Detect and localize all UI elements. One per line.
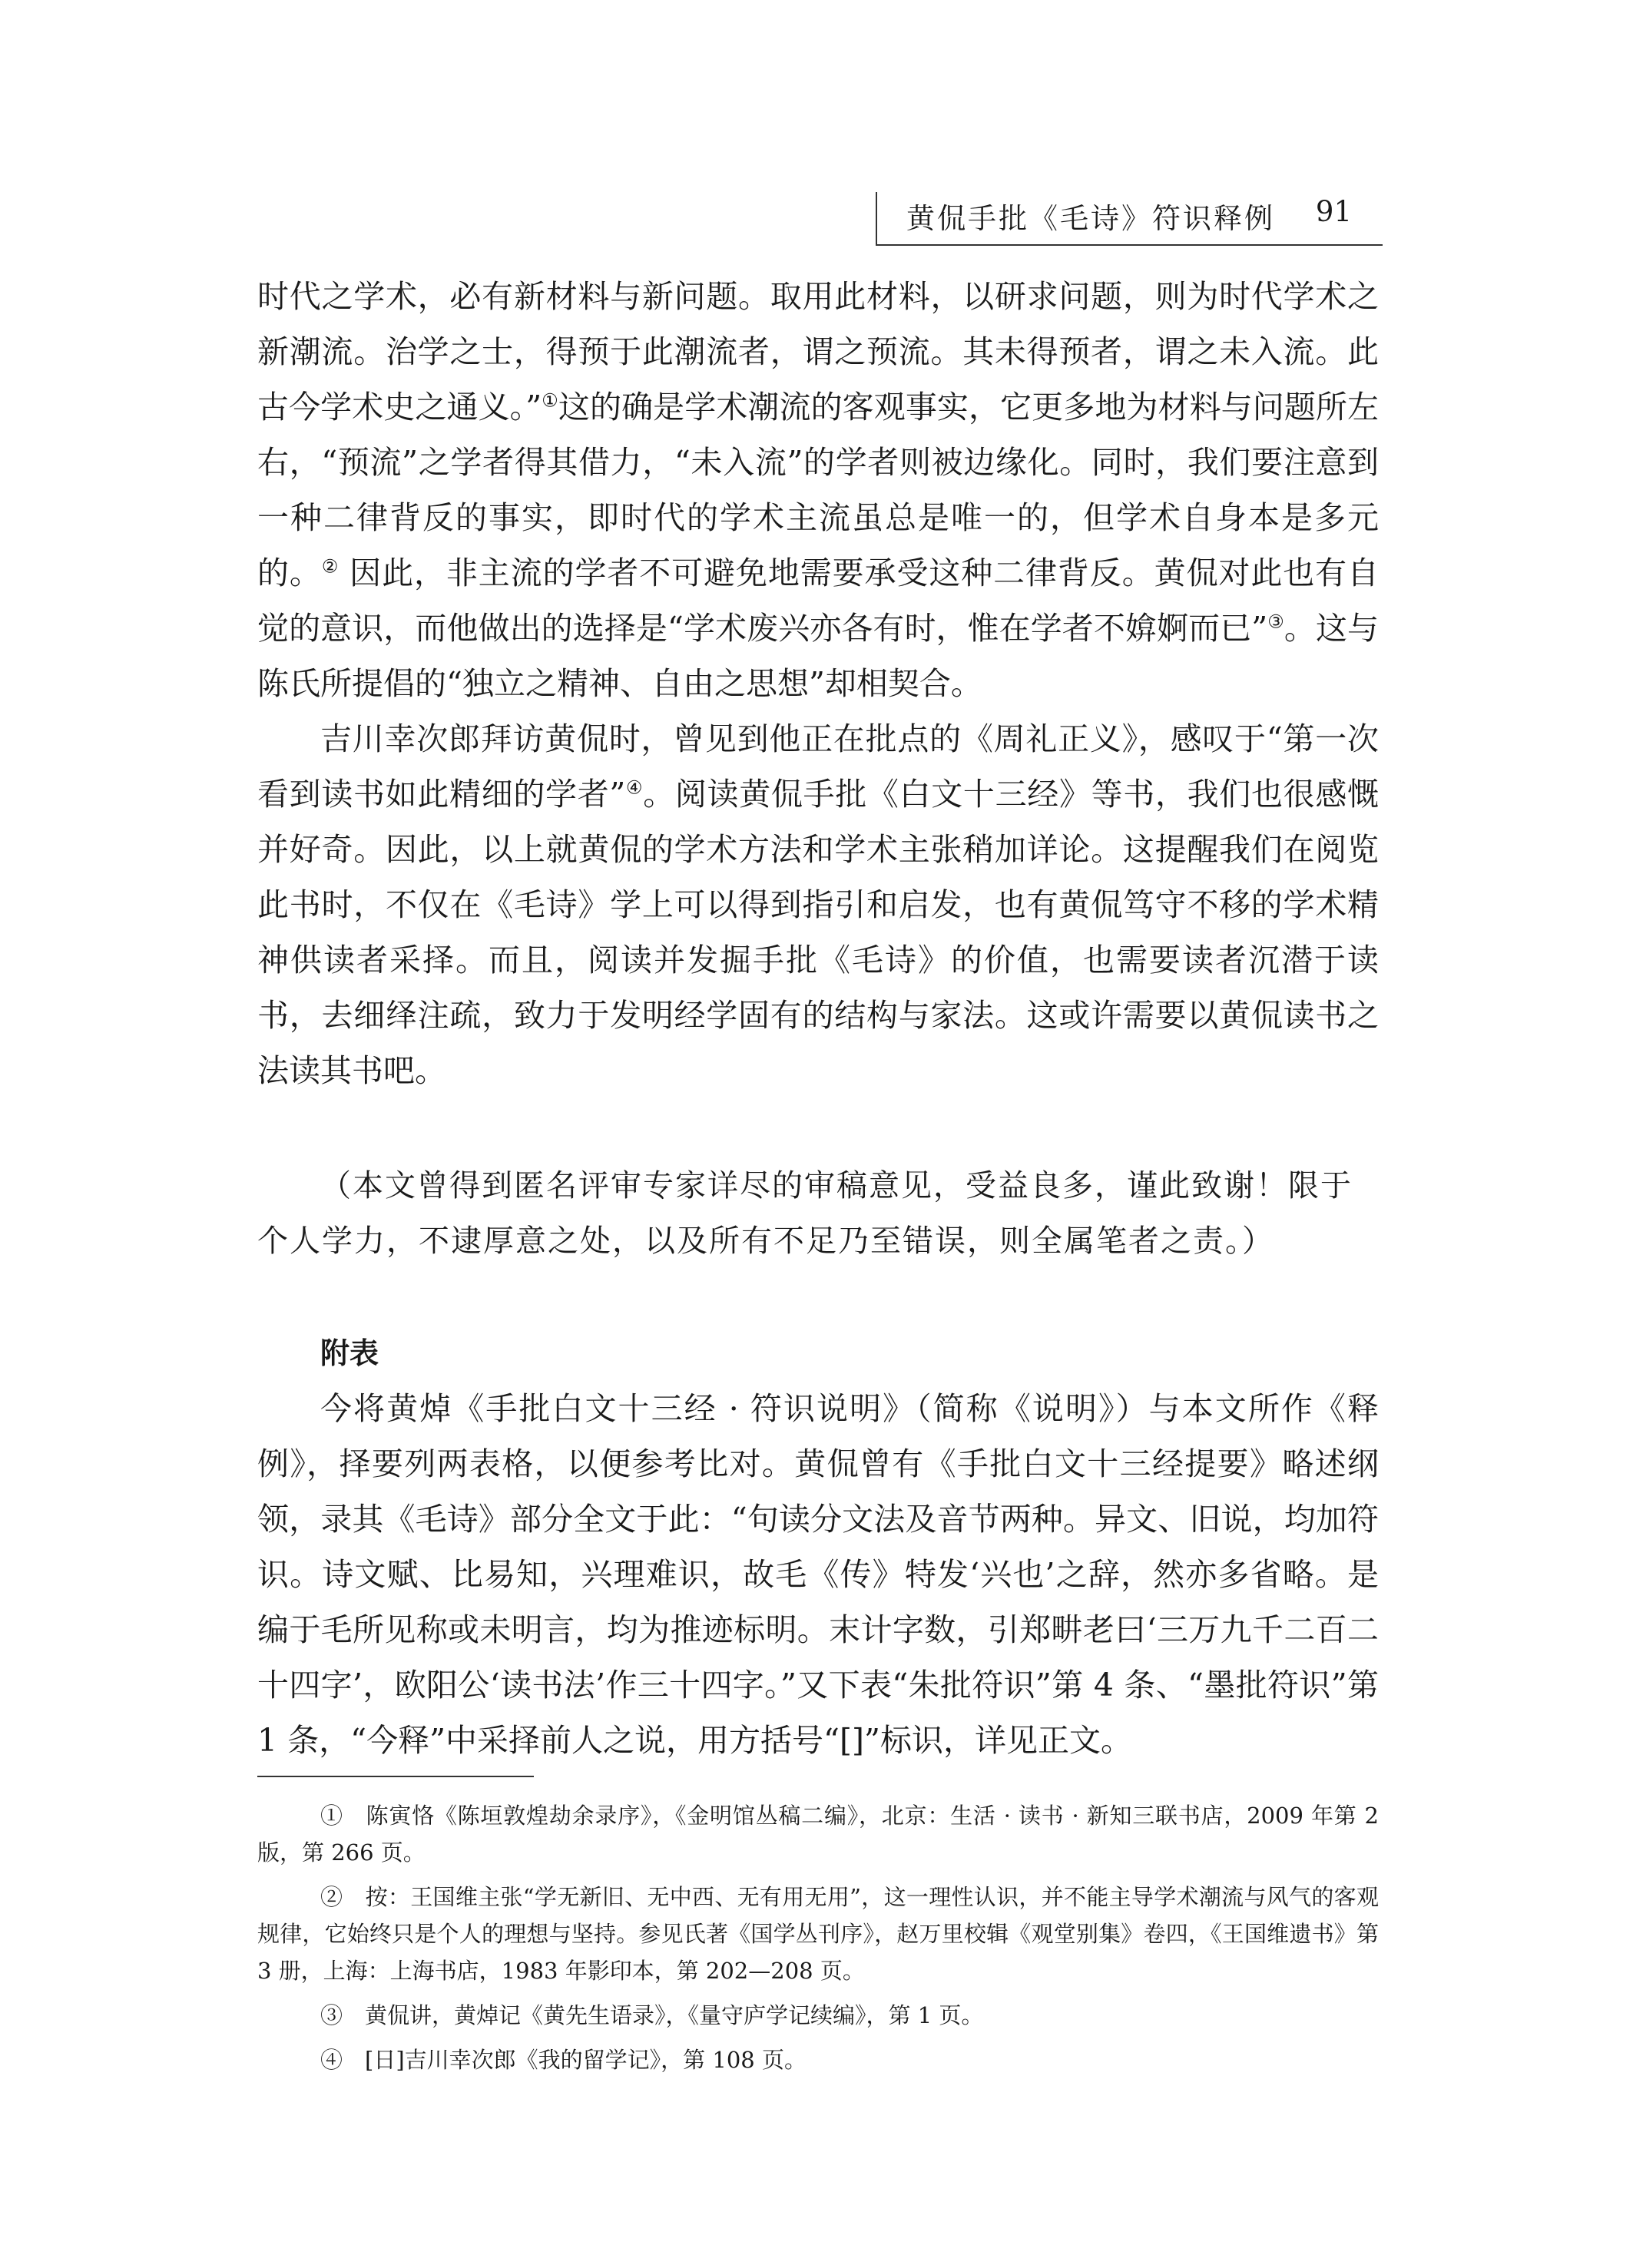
footnote-ref-2[interactable]: ②: [321, 555, 340, 578]
paragraph-2: [257, 711, 1379, 1098]
header-vertical-rule: [876, 192, 877, 244]
running-title: 黄侃手批《毛诗》符识释例: [906, 202, 1275, 235]
appendix-heading: 附表: [320, 1336, 379, 1370]
appendix-paragraph: 今将黄焯《手批白文十三经 · 符识说明》（简称《说明》）与本文所作《释例》，择要列两表格，以便参考比对。黄侃曾有《手批白文十三经提要》略述纲领，录其《毛诗》部分全文于此：“句读分文法及音节两种。异文、旧说，均加符识。诗文赋、比易知，兴理难识，故毛《传》特发‘兴也’之辞，然亦多省略。是编于毛所见称或未明言，均为推迹标明。末计字数，引郑畊老曰‘三万九千二百二十四字’，欧阳公‘读书法’作三十四字。”又下表“朱批符识”第 4 条、“墨批符识”第 1 条，“今释”中采择前人之说，用方括号“[]”标识，详见正文。: [257, 1390, 1379, 1759]
footnote-3: [257, 1997, 1379, 2034]
paragraph-1-text-a: 时代之学术，必有新材料与新问题。取用此材料，以研求问题，则为时代学术之新潮流。治学之士，得预于此潮流者，谓之预流。其未得预者，谓之未入流。此古今学术史之通义。”: [257, 278, 1379, 425]
paragraph-1-text-d: 。这与陈氏所提倡的“独立之精神、自由之思想”却相契合。: [257, 610, 1380, 702]
paragraph-1-text-b: 这的确是学术潮流的客观事实，它更多地为材料与问题所左右，“预流”之学者得其借力，“未入流”的学者则被边缘化。同时，我们要注意到一种二律背反的事实，即时代的学术主流虽总是唯一的，但学术自身本是多元的。: [257, 389, 1379, 591]
footnote-2: [257, 1879, 1379, 1989]
paragraph-1-text-c: 因此，非主流的学者不可避免地需要承受这种二律背反。黄侃对此也有自觉的意识，而他做出的选择是“学术废兴亦各有时，惟在学者不媕婀而已”: [257, 555, 1380, 647]
footnote-ref-1[interactable]: ①: [542, 389, 558, 412]
paragraph-2-text-b: 。阅读黄侃手批《白文十三经》等书，我们也很感慨并好奇。因此，以上就黄侃的学术方法和学术主张稍加详论。这提醒我们在阅览此书时，不仅在《毛诗》学上可以得到指引和启发，也有黄侃笃守不移的学术精神供读者采择。而且，阅读并发掘手批《毛诗》的价值，也需要读者沉潜于读书，去细绎注疏，致力于发明经学固有的结构与家法。这或许需要以黄侃读书之法读其书吧。: [257, 776, 1379, 1089]
footnote-4: [257, 2041, 1379, 2078]
paragraph-2-text-a: 吉川幸次郎拜访黄侃时，曾见到他正在批点的《周礼正义》，感叹于“第一次看到读书如此精细的学者”: [257, 720, 1379, 813]
footnote-2-text: 按：王国维主张“学无新旧、无中西、无有用无用”，这一理性认识，并不能主导学术潮流与风气的客观规律，它始终只是个人的理想与坚持。参见氏著《国学丛刊序》，赵万里校辑《观堂别集》卷四，《王国维遗书》第 3 册，上海：上海书店，1983 年影印本，第 202—208 页。: [257, 1884, 1379, 1984]
running-header: [876, 178, 1383, 246]
footnote-4-mark: ④: [320, 2047, 343, 2073]
footnote-1-text: 陈寅恪《陈垣敦煌劫余录序》，《金明馆丛稿二编》，北京：生活 · 读书 · 新知三联书店，2009 年第 2 版，第 266 页。: [257, 1803, 1379, 1866]
footnote-ref-4[interactable]: ④: [625, 776, 644, 799]
paragraph-1: [257, 269, 1379, 711]
footnote-4-text: [日]吉川幸次郎《我的留学记》，第 108 页。: [365, 2047, 807, 2073]
footnote-3-text: 黄侃讲，黄焯记《黄先生语录》，《量守庐学记续编》，第 1 页。: [365, 2002, 984, 2028]
footnote-2-mark: ②: [320, 1884, 343, 1910]
footnote-1: [257, 1797, 1379, 1871]
acknowledgement-note: （本文曾得到匿名评审专家详尽的审稿意见，受益良多，谨此致谢！限于个人学力，不逮厚意之处，以及所有不足乃至错误，则全属笔者之责。）: [257, 1168, 1353, 1258]
footnotes: [257, 1797, 1379, 2086]
footnote-separator: [257, 1776, 534, 1777]
page-number: 91: [1315, 195, 1352, 228]
footnote-1-mark: ①: [320, 1803, 343, 1829]
footnote-ref-3[interactable]: ③: [1267, 611, 1284, 633]
footnote-3-mark: ③: [320, 2002, 343, 2028]
main-text: [257, 269, 1379, 1768]
